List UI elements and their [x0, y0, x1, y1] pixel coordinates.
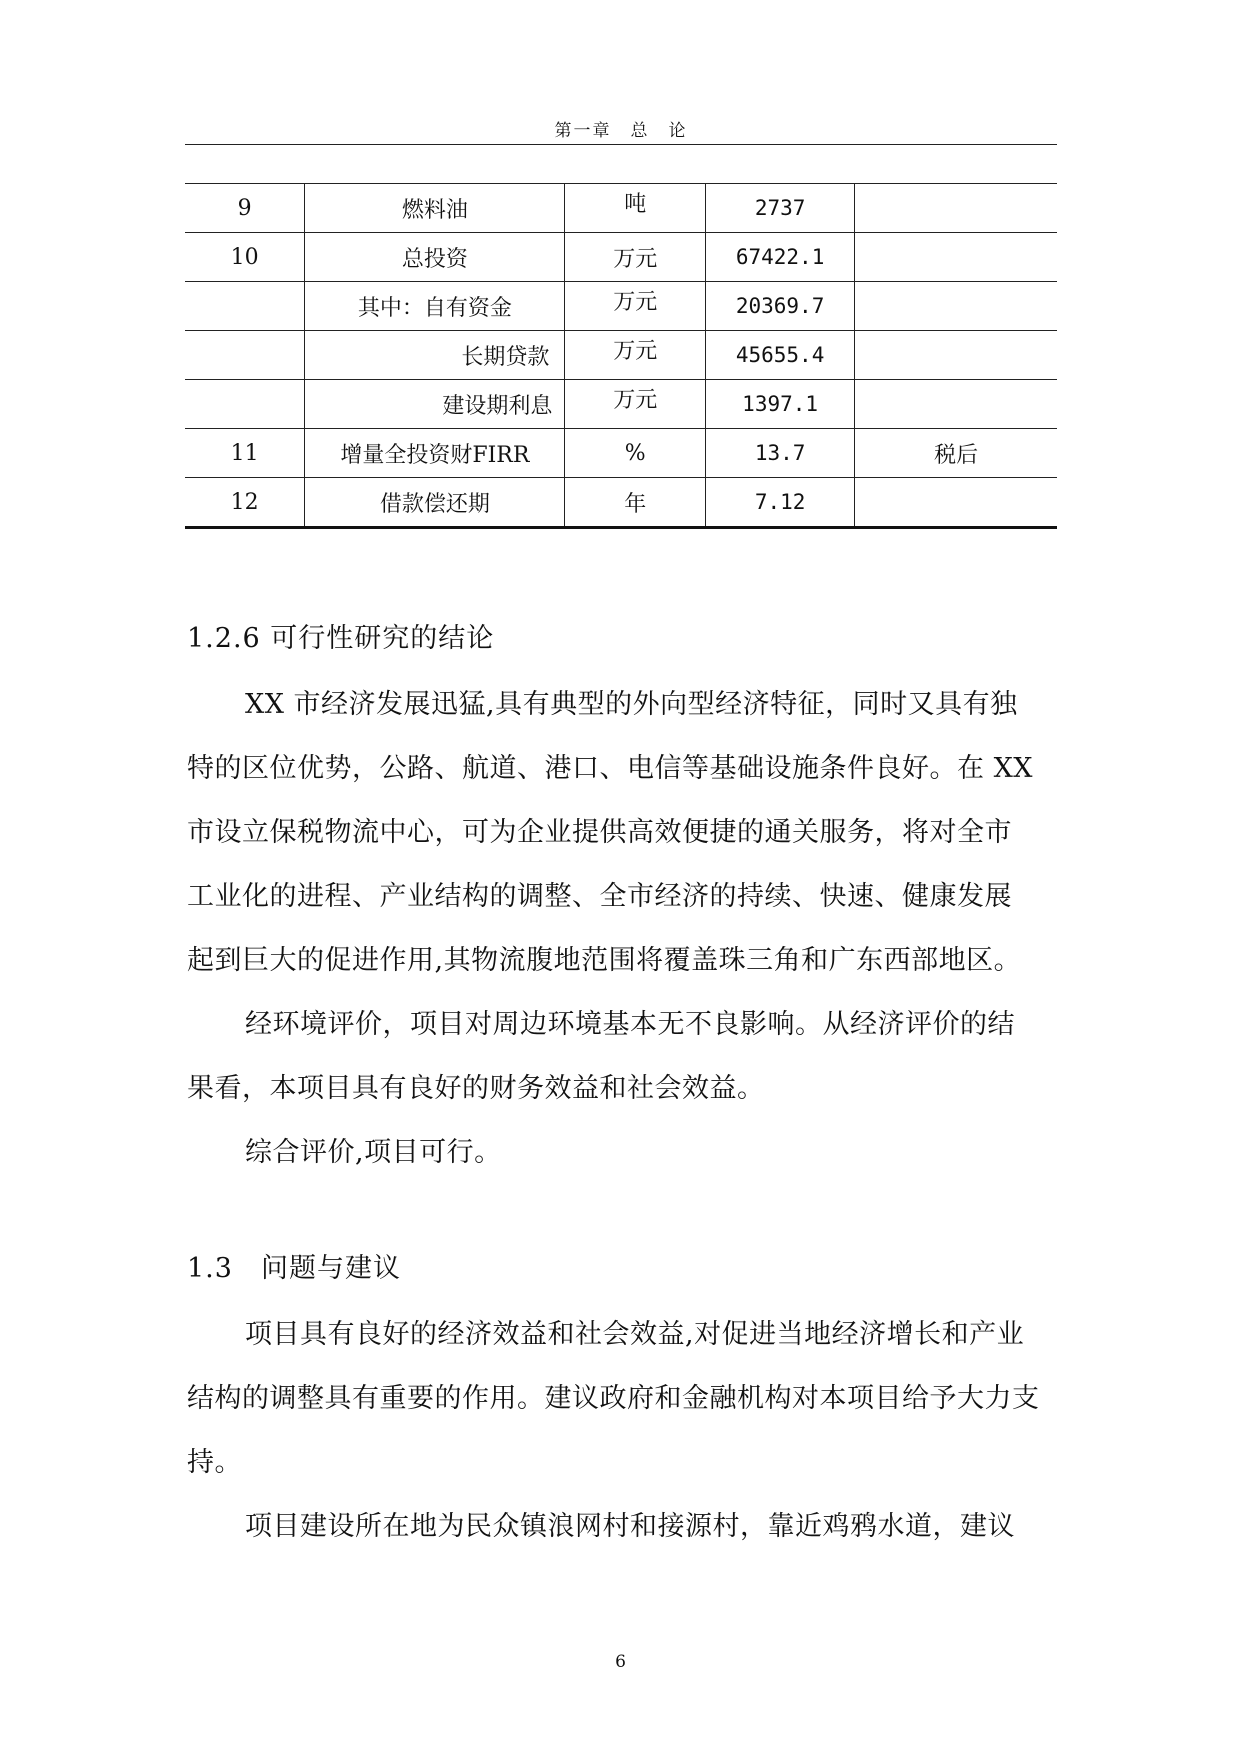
- paragraph-line: 起到巨大的促进作用,其物流腹地范围将覆盖珠三角和广东西部地区。: [187, 945, 1022, 976]
- row-item: 燃料油: [305, 184, 565, 233]
- table-row: [185, 380, 1057, 429]
- table-row: [185, 233, 1057, 282]
- row-number: 11: [185, 429, 305, 478]
- row-value: 20369.7: [705, 282, 854, 331]
- table-row: [185, 184, 1057, 233]
- paragraph-line: 经环境评价，项目对周边环境基本无不良影响。从经济评价的结: [245, 1009, 1015, 1040]
- paragraph-line: 工业化的进程、产业结构的调整、全市经济的持续、快速、健康发展: [187, 881, 1012, 912]
- paragraph-line: 项目具有良好的经济效益和社会效益,对促进当地经济增长和产业: [245, 1319, 1025, 1350]
- row-item: 建设期利息: [305, 380, 565, 429]
- paragraph-line: 综合评价,项目可行。: [245, 1137, 502, 1168]
- row-value: 2737: [705, 184, 854, 233]
- header-rule: [185, 144, 1057, 145]
- table-row: [185, 478, 1057, 528]
- row-unit: 万元: [613, 289, 658, 315]
- row-note: [855, 184, 1057, 233]
- page-number: 6: [615, 1652, 626, 1672]
- row-number: [185, 380, 305, 429]
- row-value: 7.12: [705, 478, 854, 528]
- page-header: 第一章 总 论: [554, 121, 688, 141]
- paragraph-line: 持。: [187, 1447, 242, 1478]
- row-number: [185, 331, 305, 380]
- row-item: 总投资: [305, 233, 565, 282]
- row-unit: 年: [624, 491, 647, 517]
- row-number: 12: [185, 478, 305, 528]
- table-row: [185, 331, 1057, 380]
- section-heading-1-2-6: 1.2.6 可行性研究的结论: [187, 623, 495, 654]
- row-unit: 万元: [613, 338, 658, 364]
- row-item: 长期贷款: [305, 331, 565, 380]
- row-note: [855, 282, 1057, 331]
- row-unit: 吨: [624, 191, 647, 217]
- paragraph-line: 市设立保税物流中心，可为企业提供高效便捷的通关服务，将对全市: [187, 817, 1012, 848]
- paragraph-line: XX 市经济发展迅猛,具有典型的外向型经济特征，同时又具有独: [245, 689, 1018, 720]
- row-item: 增量全投资财FIRR: [305, 429, 565, 478]
- row-number: [185, 282, 305, 331]
- paragraph-line: 果看，本项目具有良好的财务效益和社会效益。: [187, 1073, 765, 1104]
- paragraph-line: 特的区位优势，公路、航道、港口、电信等基础设施条件良好。在 XX: [187, 753, 1034, 784]
- row-value: 45655.4: [705, 331, 854, 380]
- row-number: 9: [185, 184, 305, 233]
- row-note: [855, 331, 1057, 380]
- row-note: 税后: [855, 429, 1057, 478]
- row-unit: 万元: [613, 246, 658, 272]
- row-value: 67422.1: [705, 233, 854, 282]
- row-item: 借款偿还期: [305, 478, 565, 528]
- section-heading-1-3: 1.3 问题与建议: [187, 1253, 401, 1284]
- row-note: [855, 478, 1057, 528]
- table-row: [185, 429, 1057, 478]
- row-number: 10: [185, 233, 305, 282]
- paragraph-line: 项目建设所在地为民众镇浪网村和接源村，靠近鸡鸦水道，建议: [245, 1511, 1015, 1542]
- row-value: 1397.1: [705, 380, 854, 429]
- row-note: [855, 233, 1057, 282]
- row-value: 13.7: [705, 429, 854, 478]
- row-item: 其中：自有资金: [305, 282, 565, 331]
- data-table: [185, 183, 1057, 529]
- row-note: [855, 380, 1057, 429]
- row-unit: 万元: [613, 387, 658, 413]
- paragraph-line: 结构的调整具有重要的作用。建议政府和金融机构对本项目给予大力支: [187, 1383, 1040, 1414]
- table-row: [185, 282, 1057, 331]
- row-unit: %: [624, 440, 646, 466]
